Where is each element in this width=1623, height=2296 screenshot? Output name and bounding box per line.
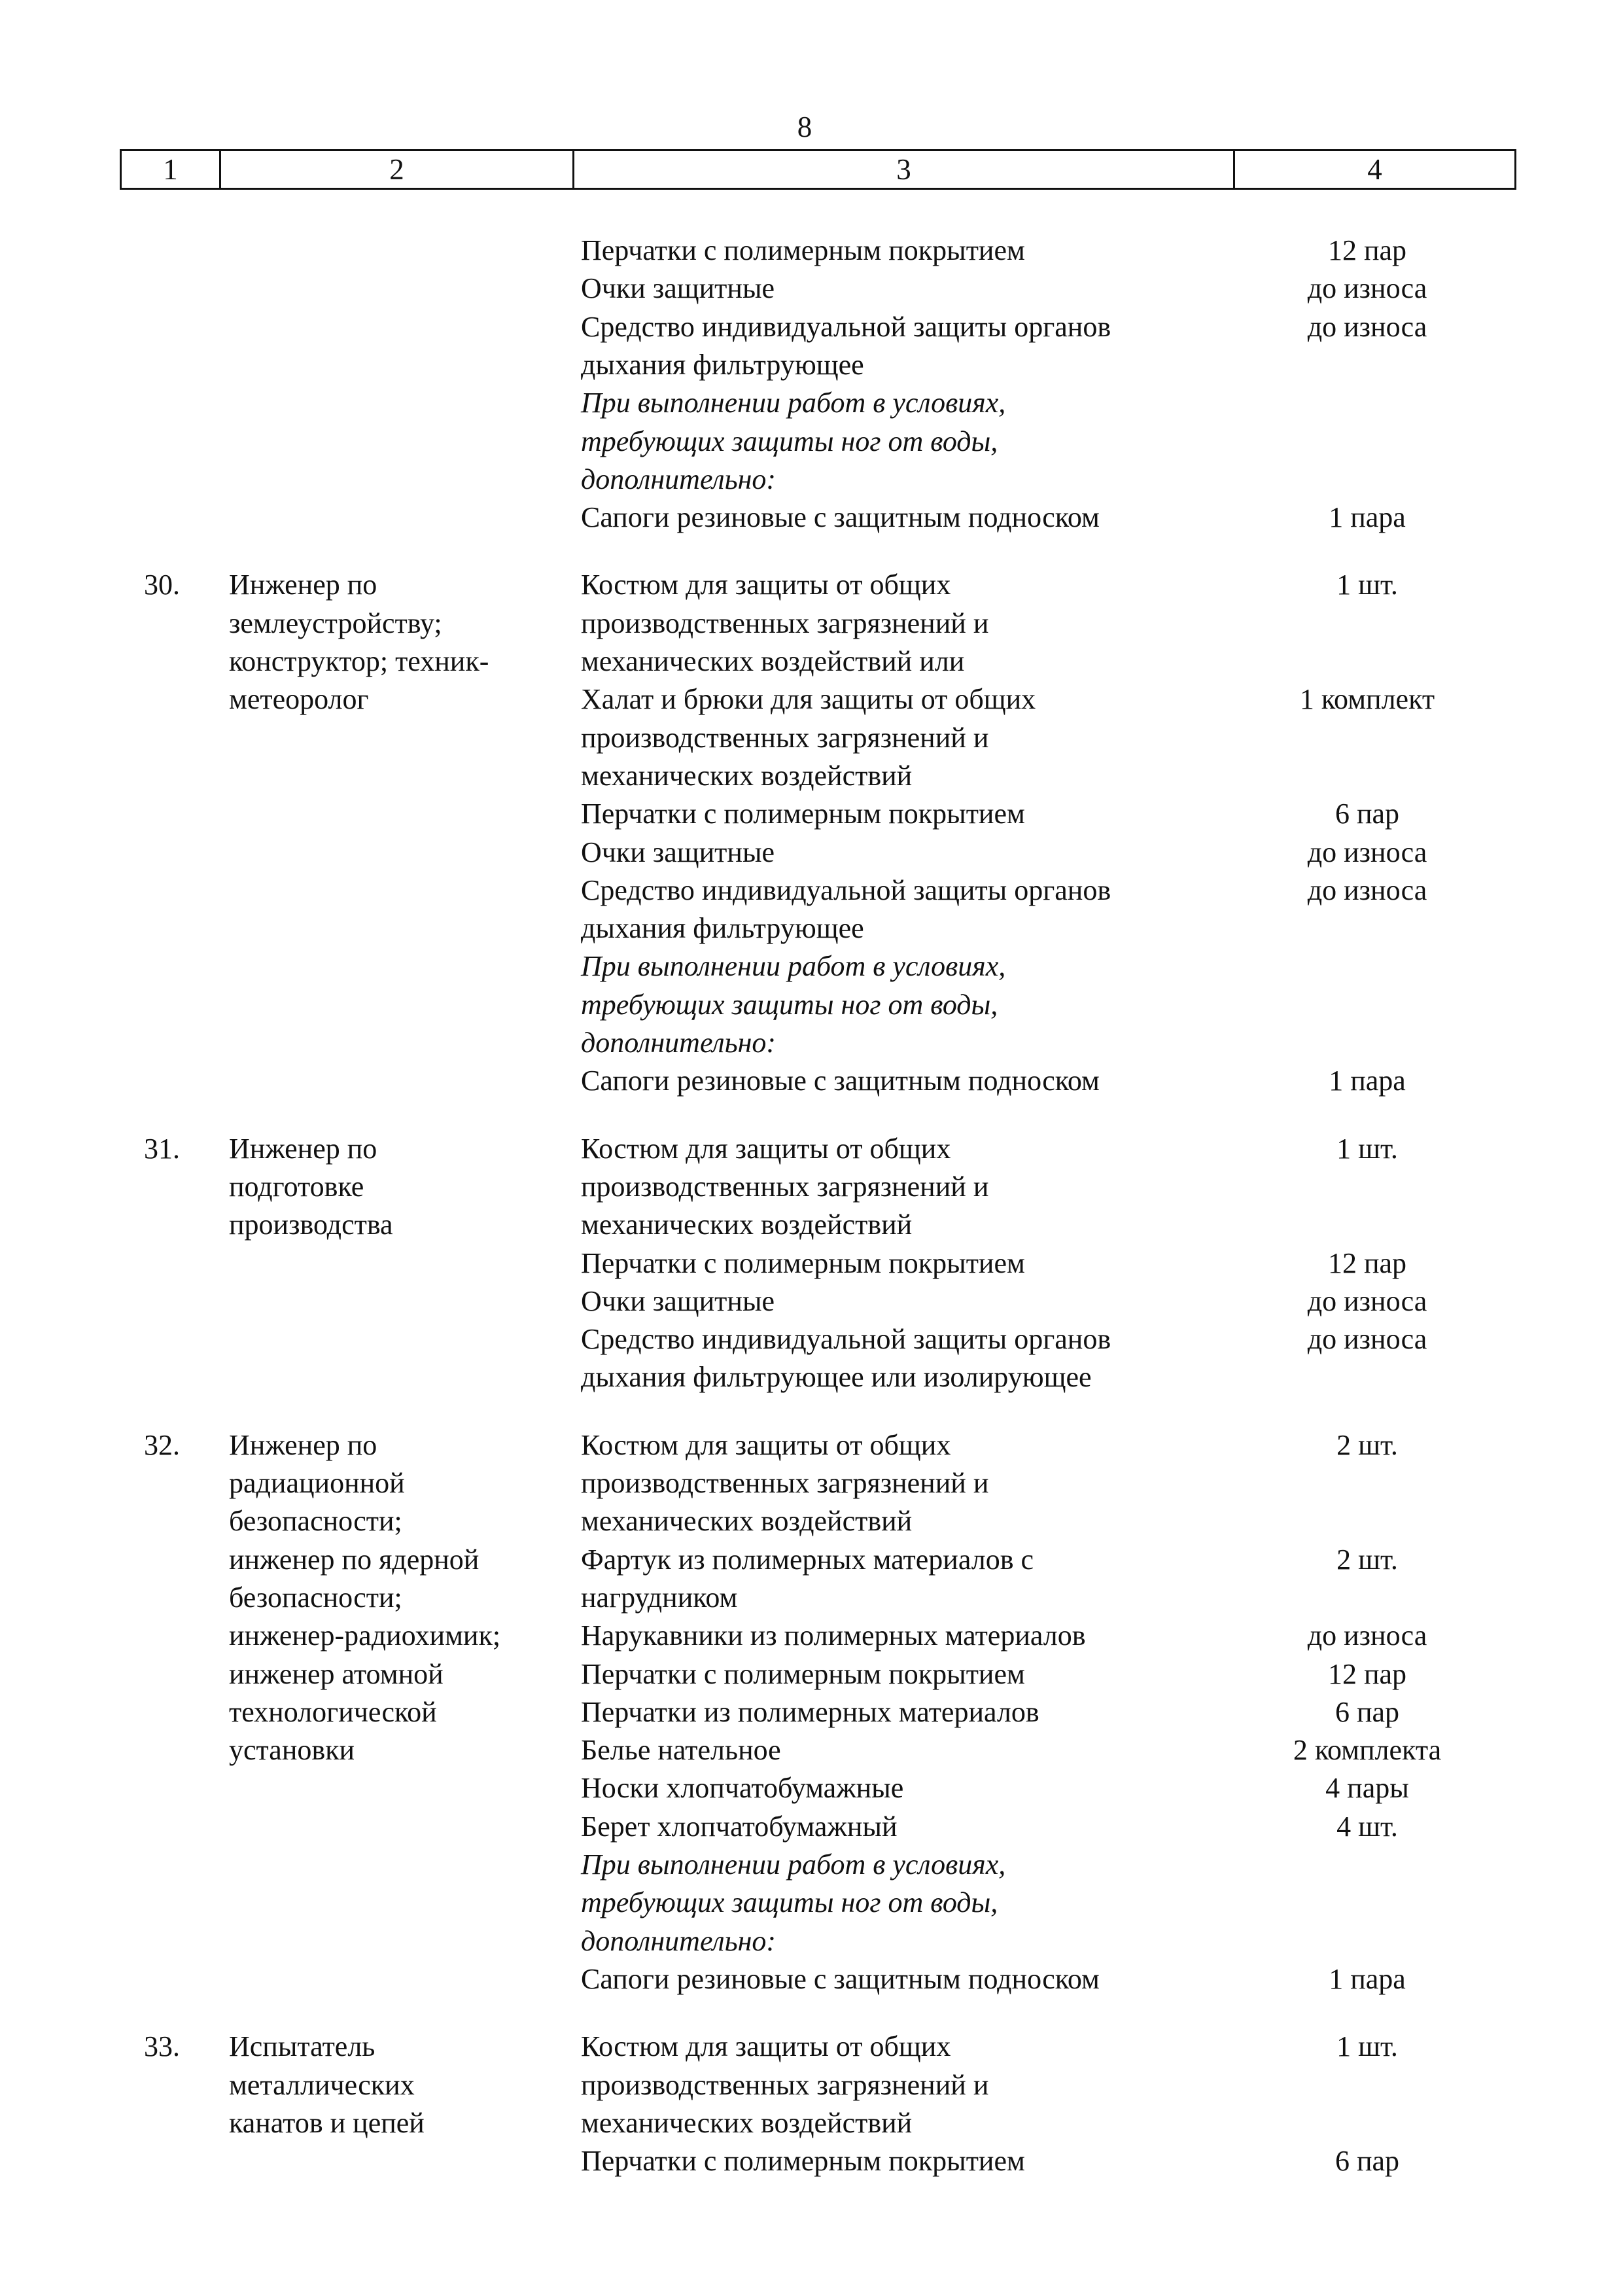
- quantity-value: 1 шт.: [1336, 1132, 1398, 1165]
- item-line: производственных загрязнений и: [581, 1467, 989, 1499]
- job-title-line: инженер по ядерной: [229, 1543, 480, 1576]
- quantity-value: 4 пары: [1325, 1772, 1409, 1805]
- quantity-value: до износа: [1307, 272, 1427, 305]
- item-line: дыхания фильтрующее: [581, 348, 864, 381]
- item-line: дополнительно:: [581, 1924, 777, 1957]
- item-line: дополнительно:: [581, 463, 777, 495]
- job-title-line: Инженер по: [229, 569, 377, 601]
- quantity-value: 1 шт.: [1336, 2030, 1398, 2063]
- item-line: Нарукавники из полимерных материалов: [581, 1619, 1086, 1652]
- quantity-value: 12 пар: [1327, 1246, 1407, 1279]
- item-line: Перчатки с полимерным покрытием: [581, 234, 1025, 266]
- quantity-value: до износа: [1307, 310, 1427, 343]
- job-title-line: безопасности;: [229, 1581, 402, 1614]
- item-line: Перчатки с полимерным покрытием: [581, 2145, 1025, 2178]
- item-line: требующих защиты ног от воды,: [581, 988, 998, 1021]
- job-title-line: Испытатель: [229, 2030, 375, 2063]
- job-title-line: безопасности;: [229, 1505, 402, 1538]
- row-number: 31.: [144, 1132, 180, 1165]
- row-number: 32.: [144, 1428, 180, 1461]
- job-title-line: установки: [229, 1734, 355, 1767]
- job-title-line: металлических: [229, 2068, 415, 2101]
- item-line: Перчатки с полимерным покрытием: [581, 1657, 1025, 1690]
- quantity-value: 1 комплект: [1299, 683, 1435, 716]
- job-title-line: технологической: [229, 1695, 437, 1728]
- column-header-1: 1: [122, 151, 221, 188]
- quantity-value: 1 шт.: [1336, 569, 1398, 601]
- quantity-value: 6 пар: [1335, 2145, 1400, 2178]
- job-title-line: конструктор; техник-: [229, 645, 489, 677]
- item-line: Перчатки с полимерным покрытием: [581, 1246, 1025, 1279]
- item-line: производственных загрязнений и: [581, 2068, 989, 2101]
- quantity-value: 12 пар: [1327, 234, 1407, 266]
- row-number: 33.: [144, 2030, 180, 2063]
- quantity-value: 4 шт.: [1336, 1810, 1398, 1843]
- job-title-line: Инженер по: [229, 1132, 377, 1165]
- job-title-line: радиационной: [229, 1467, 405, 1499]
- job-title-line: канатов и цепей: [229, 2106, 425, 2139]
- item-line: нагрудником: [581, 1581, 738, 1614]
- quantity-value: 6 пар: [1335, 1695, 1400, 1728]
- job-title-line: Инженер по: [229, 1428, 377, 1461]
- item-line: производственных загрязнений и: [581, 721, 989, 754]
- item-line: механических воздействий: [581, 1505, 913, 1538]
- item-line: дополнительно:: [581, 1027, 777, 1059]
- item-line: механических воздействий: [581, 759, 913, 792]
- item-line: Средство индивидуальной защиты органов: [581, 1323, 1111, 1356]
- item-line: Перчатки из полимерных материалов: [581, 1695, 1039, 1728]
- quantity-value: до износа: [1307, 1619, 1427, 1652]
- item-line: Перчатки с полимерным покрытием: [581, 798, 1025, 830]
- item-line: При выполнении работ в условиях,: [581, 387, 1006, 419]
- item-line: механических воздействий: [581, 2106, 913, 2139]
- job-title-line: инженер атомной: [229, 1657, 444, 1690]
- item-line: Халат и брюки для защиты от общих: [581, 683, 1036, 716]
- item-line: Фартук из полимерных материалов с: [581, 1543, 1034, 1576]
- quantity-value: 12 пар: [1327, 1657, 1407, 1690]
- quantity-value: 6 пар: [1335, 798, 1400, 830]
- page-number: 8: [797, 111, 812, 143]
- item-line: производственных загрязнений и: [581, 607, 989, 639]
- item-line: Берет хлопчатобумажный: [581, 1810, 898, 1843]
- quantity-value: 2 шт.: [1336, 1428, 1398, 1461]
- job-title-line: производства: [229, 1209, 393, 1241]
- item-line: Костюм для защиты от общих: [581, 569, 951, 601]
- item-line: Сапоги резиновые с защитным подноском: [581, 1065, 1100, 1097]
- item-line: Костюм для защиты от общих: [581, 1132, 951, 1165]
- item-line: При выполнении работ в условиях,: [581, 950, 1006, 983]
- item-line: производственных загрязнений и: [581, 1170, 989, 1203]
- job-title-line: метеоролог: [229, 683, 369, 716]
- item-line: Очки защитные: [581, 836, 775, 868]
- column-header-3: 3: [574, 151, 1235, 188]
- item-line: Средство индивидуальной защиты органов: [581, 874, 1111, 906]
- item-line: Белье нательное: [581, 1734, 781, 1767]
- quantity-value: 2 комплекта: [1293, 1734, 1442, 1767]
- item-line: Средство индивидуальной защиты органов: [581, 310, 1111, 343]
- quantity-value: 1 пара: [1329, 1065, 1406, 1097]
- job-title-line: подготовке: [229, 1170, 364, 1203]
- item-line: требующих защиты ног от воды,: [581, 425, 998, 457]
- column-header-2: 2: [221, 151, 574, 188]
- quantity-value: 2 шт.: [1336, 1543, 1398, 1576]
- item-line: Сапоги резиновые с защитным подноском: [581, 1962, 1100, 1995]
- column-header-row: [120, 149, 1516, 190]
- item-line: механических воздействий или: [581, 645, 965, 677]
- item-line: дыхания фильтрующее: [581, 912, 864, 945]
- column-header-4: 4: [1367, 153, 1382, 186]
- quantity-value: до износа: [1307, 874, 1427, 906]
- item-line: Носки хлопчатобумажные: [581, 1772, 904, 1805]
- item-line: Очки защитные: [581, 272, 775, 305]
- row-number: 30.: [144, 569, 180, 601]
- quantity-value: до износа: [1307, 1284, 1427, 1317]
- item-line: Костюм для защиты от общих: [581, 1428, 951, 1461]
- item-line: механических воздействий: [581, 1209, 913, 1241]
- item-line: требующих защиты ног от воды,: [581, 1886, 998, 1919]
- item-line: При выполнении работ в условиях,: [581, 1848, 1006, 1881]
- item-line: Очки защитные: [581, 1284, 775, 1317]
- item-line: Сапоги резиновые с защитным подноском: [581, 501, 1100, 534]
- item-line: дыхания фильтрующее или изолирующее: [581, 1361, 1092, 1394]
- job-title-line: инженер-радиохимик;: [229, 1619, 501, 1652]
- quantity-value: до износа: [1307, 836, 1427, 868]
- item-line: Костюм для защиты от общих: [581, 2030, 951, 2063]
- quantity-value: до износа: [1307, 1323, 1427, 1356]
- quantity-value: 1 пара: [1329, 1962, 1406, 1995]
- job-title-line: землеустройству;: [229, 607, 442, 639]
- quantity-value: 1 пара: [1329, 501, 1406, 534]
